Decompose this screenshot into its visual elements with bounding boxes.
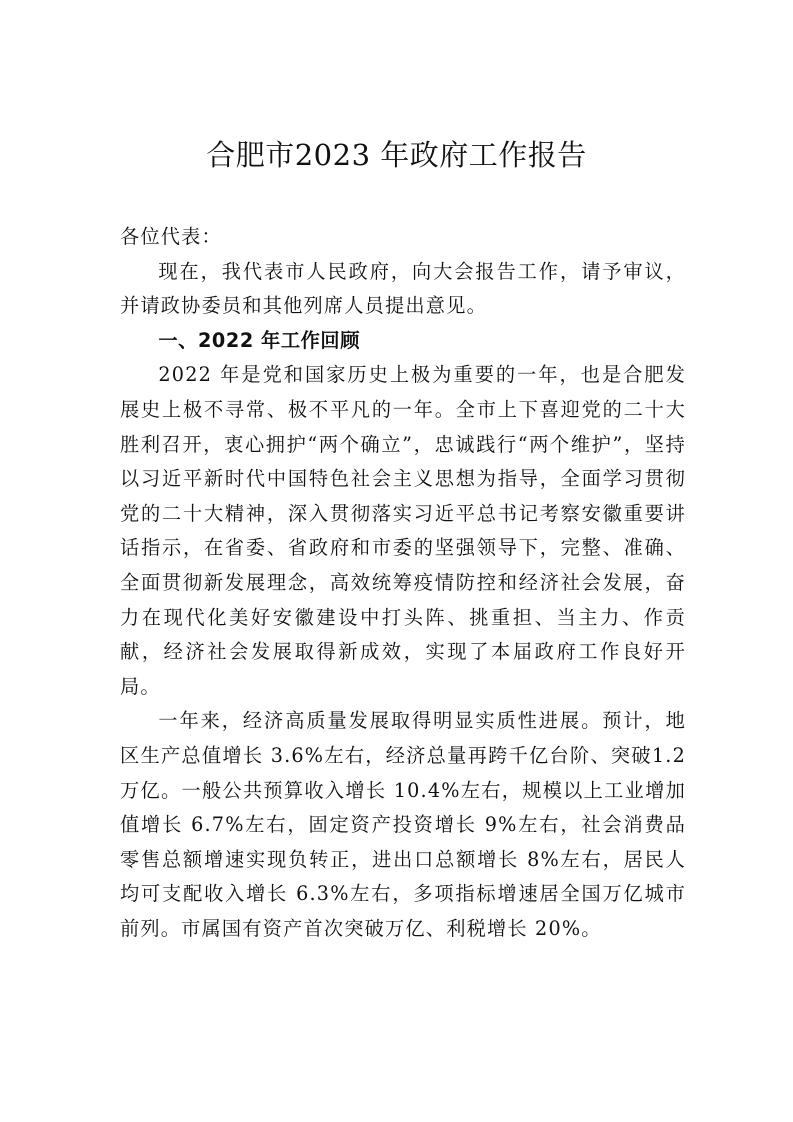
document-title: 合肥市2023 年政府工作报告 <box>206 138 587 172</box>
section-heading: 一、2022 年工作回顾 <box>158 328 360 352</box>
section-paragraph-1: 2022 年是党和国家历史上极为重要的一年，也是合肥发展史上极不寻常、极不平凡的一年。全市上下喜迎党的二十大胜利召开，衷心拥护“两个确立”，忠诚践行“两个维护”，坚持以习近平新时代中国特色社会主义思想为指导，全面学习贯彻党的二十大精神，深入贯彻落实习近平总书记考察安徽重要讲话指示，在省委、省政府和市委的坚强领导下，完整、准确、全面贯彻新发展理念，高效统筹疫情防控和经济社会发展，奋力在现代化美好安徽建设中打头阵、挑重担、当主力、作贡献，经济社会发展取得新成效，实现了本届政府工作良好开局。 <box>120 363 686 698</box>
section-paragraph-2: 一年来，经济高质量发展取得明显实质性进展。预计，地区生产总值增长 3.6%左右，经济总量再跨千亿台阶、突破1.2 万亿。一般公共预算收入增长 10.4%左右，规模以上工业增加值增长 6.7%左右，固定资产投资增长 9%左右，社会消费品零售总额增速实现负转正，进出口总额增长 8%左右，居民人均可支配收入增长 6.3%左右，多项指标增速居全国万亿城市前列。市属国有资产首次突破万亿、利税增长 20%。 <box>120 709 686 940</box>
salutation: 各位代表： <box>120 225 222 248</box>
opening-paragraph: 现在，我代表市人民政府，向大会报告工作，请予审议，并请政协委员和其他列席人员提出意见。 <box>120 259 686 318</box>
document-body <box>120 220 686 946</box>
